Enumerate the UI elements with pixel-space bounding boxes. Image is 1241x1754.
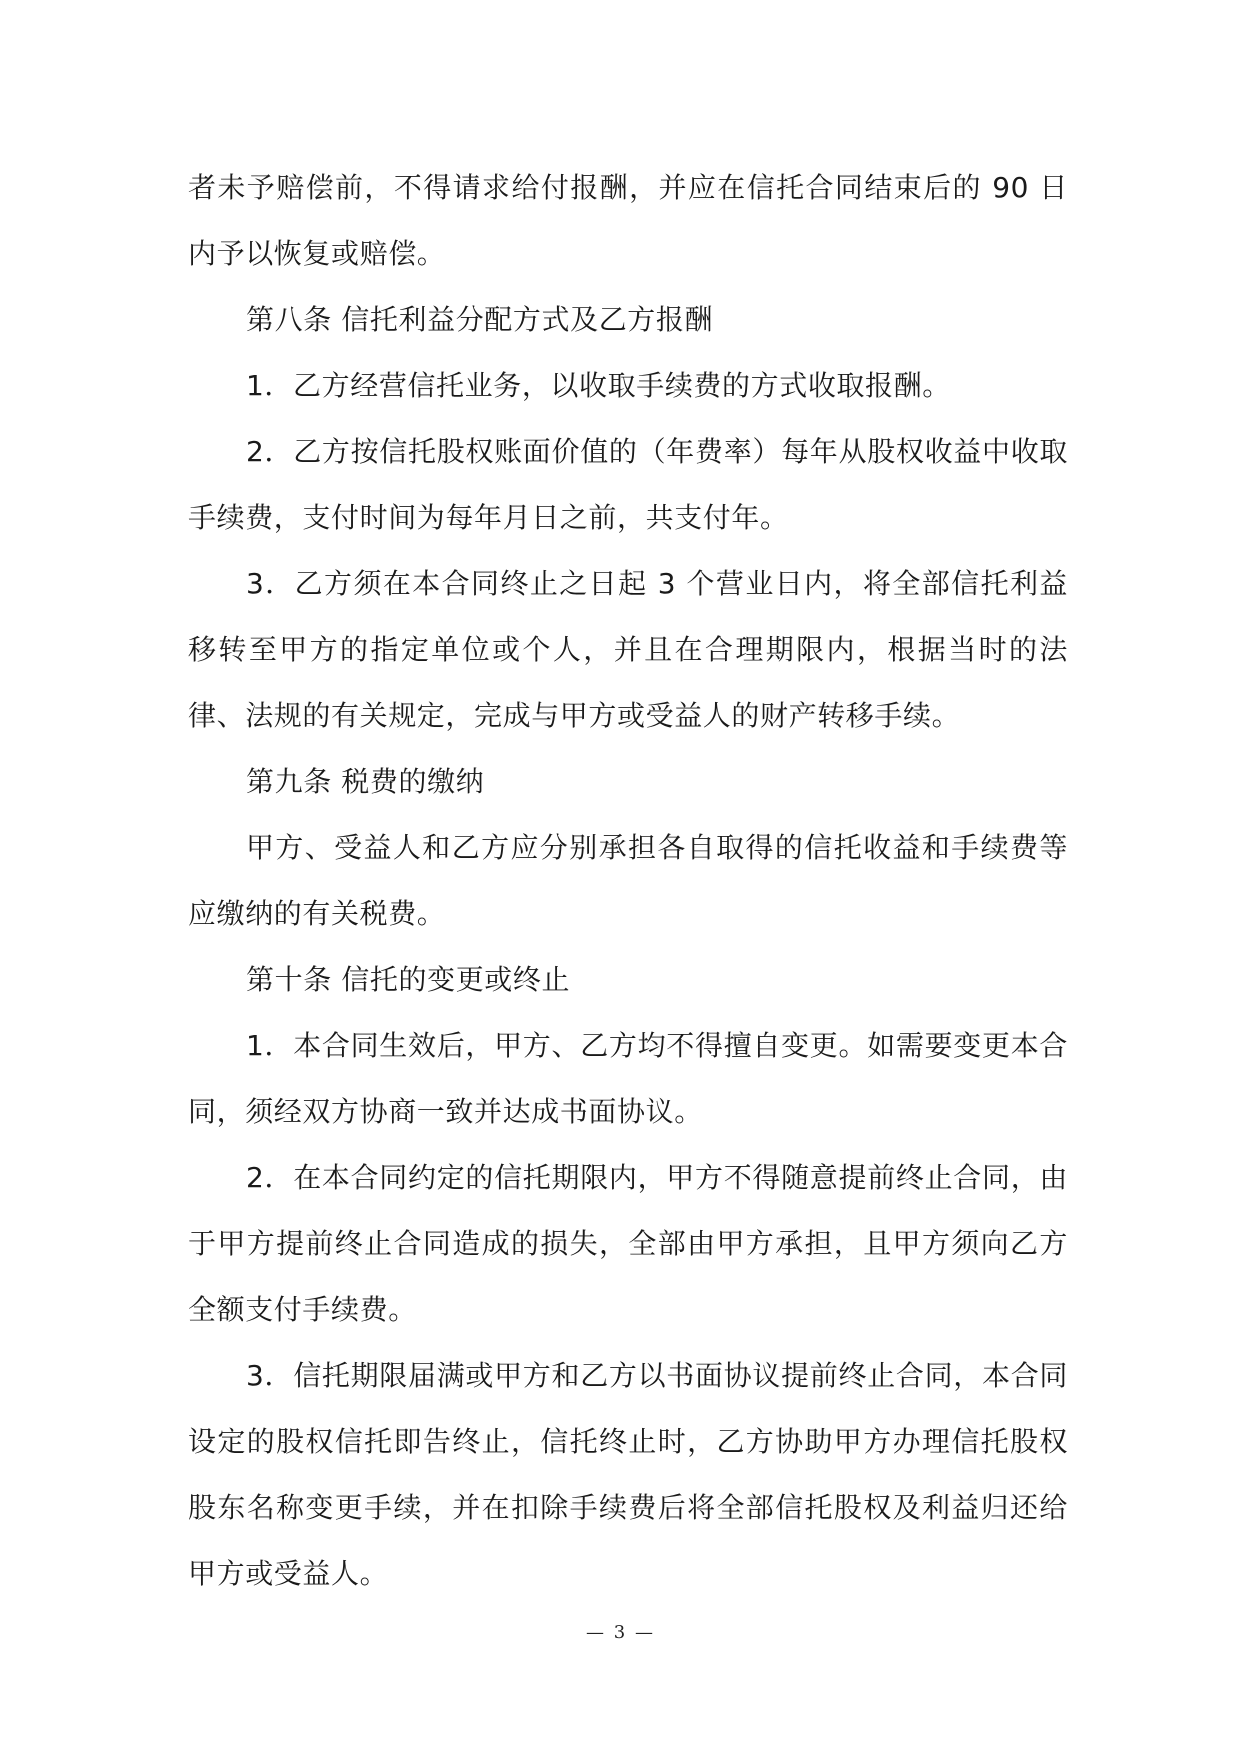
- article-10-item-2: 2．在本合同约定的信托期限内，甲方不得随意提前终止合同，由于甲方提前终止合同造成的损失，全部由甲方承担，且甲方须向乙方全额支付手续费。: [188, 1161, 1068, 1326]
- article-8-item-1: 1．乙方经营信托业务，以收取手续费的方式收取报酬。: [246, 369, 951, 402]
- page-number: — 3 —: [586, 1622, 655, 1643]
- paragraph-continuation: 者未予赔偿前，不得请求给付报酬，并应在信托合同结束后的 90 日内予以恢复或赔偿。: [188, 171, 1068, 270]
- article-8-item-2: 2．乙方按信托股权账面价值的（年费率）每年从股权收益中收取手续费，支付时间为每年月日之前，共支付年。: [188, 435, 1068, 534]
- article-9-heading: 第九条 税费的缴纳: [246, 765, 485, 798]
- article-9-body: 甲方、受益人和乙方应分别承担各自取得的信托收益和手续费等应缴纳的有关税费。: [188, 831, 1068, 930]
- article-8-heading: 第八条 信托利益分配方式及乙方报酬: [246, 303, 714, 336]
- article-10-item-3: 3．信托期限届满或甲方和乙方以书面协议提前终止合同，本合同设定的股权信托即告终止，信托终止时，乙方协助甲方办理信托股权股东名称变更手续，并在扣除手续费后将全部信托股权及利益归还给甲方或受益人。: [188, 1359, 1068, 1590]
- article-10-item-1: 1．本合同生效后，甲方、乙方均不得擅自变更。如需要变更本合同，须经双方协商一致并达成书面协议。: [188, 1029, 1068, 1128]
- document-body: [188, 155, 1068, 1607]
- article-8-item-3: 3．乙方须在本合同终止之日起 3 个营业日内，将全部信托利益移转至甲方的指定单位或个人，并且在合理期限内，根据当时的法律、法规的有关规定，完成与甲方或受益人的财产转移手续。: [188, 567, 1068, 732]
- article-10-heading: 第十条 信托的变更或终止: [246, 963, 571, 996]
